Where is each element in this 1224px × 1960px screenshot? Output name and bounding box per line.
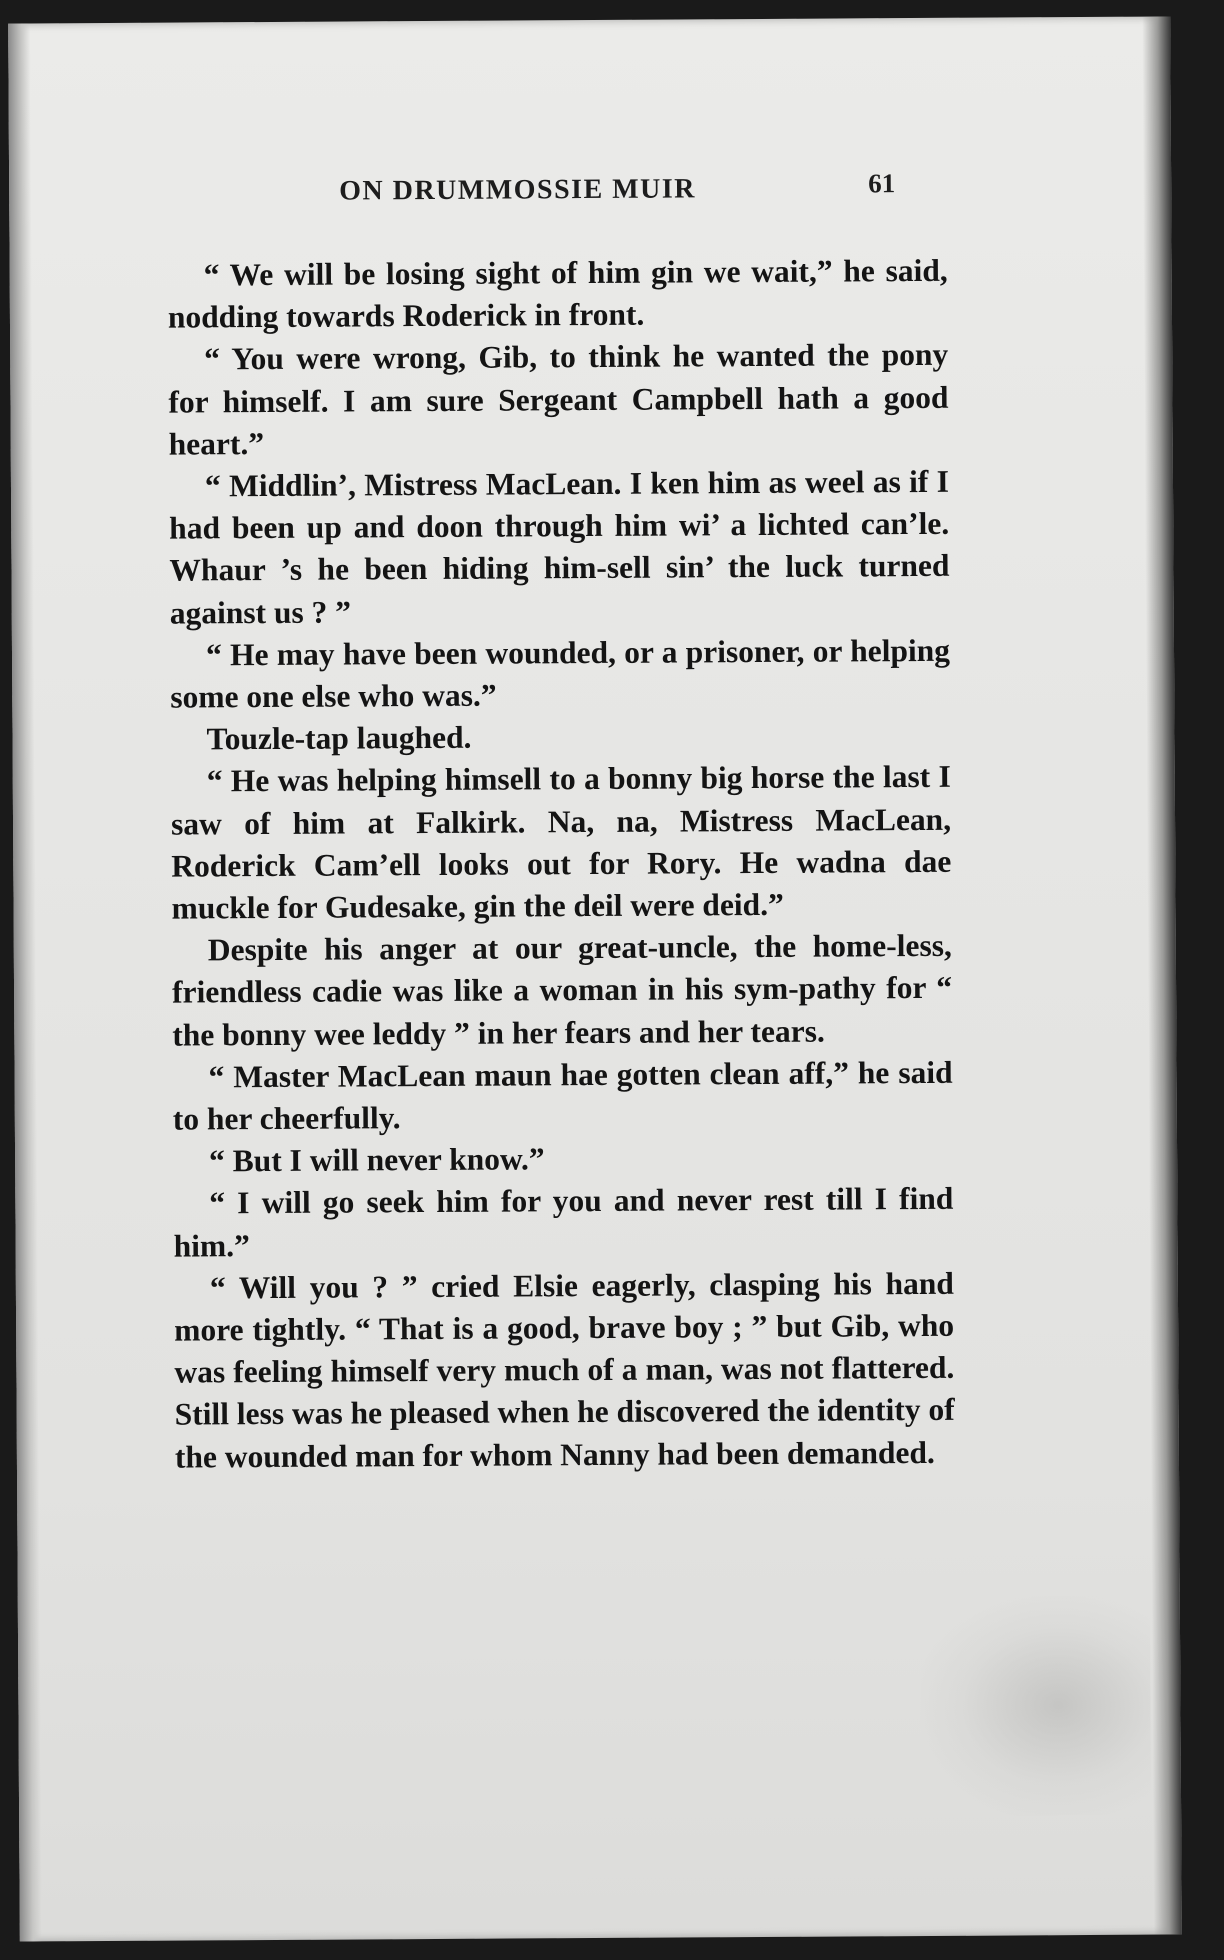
paragraph: “ You were wrong, Gib, to think he wanted the pony for himself. I am sure Sergeant Campbell hath a good heart.”	[168, 337, 949, 462]
running-head	[159, 168, 919, 213]
paragraph: “ I will go seek him for you and never rest till I find him.”	[173, 1181, 954, 1264]
paragraph: “ He was helping himsell to a bonny big horse the last I saw of him at Falkirk. Na, na, Mistress MacLean, Roderick Cam’ell looks out for Rory. He wadna dae muckle for Gudesake, gin the deil were deid.”	[170, 759, 952, 926]
paragraph: “ But I will never know.”	[208, 1141, 545, 1179]
page-number: 61	[868, 168, 896, 199]
paragraph: Despite his anger at our great-uncle, the home-less, friendless cadie was like a woman in his sym-pathy for “ the bonny wee leddy ” in her fears and her tears.	[171, 928, 953, 1053]
running-head-title: ON DRUMMOSSIE MUIR	[339, 173, 697, 207]
paragraph: “ Middlin’, Mistress MacLean. I ken him as weel as if I had been up and doon through him wi’ a lichted can’le. Whaur ’s he been hiding him-sell sin’ the luck turned against us ? ”	[169, 463, 950, 631]
paragraph: “ Master MacLean maun hae gotten clean aff,” he said to her cheerfully.	[172, 1054, 953, 1137]
paper-stain	[920, 1595, 1151, 1816]
body-text	[168, 250, 955, 1479]
paragraph: “ Will you ? ” cried Elsie eagerly, clasping his hand more tightly. “ That is a good, brave boy ; ” but Gib, who was feeling himself very much of a man, was not flattered. Still less was he pleased when he discovered the identity of the wounded man for whom Nanny had been demanded.	[174, 1265, 955, 1475]
page-gutter-shadow	[8, 23, 42, 1941]
paragraph: “ We will be losing sight of him gin we wait,” he said, nodding towards Roderick in front.	[167, 252, 948, 335]
book-page	[8, 16, 1182, 1941]
paragraph: Touzle-tap laughed.	[206, 719, 472, 757]
paragraph: “ He may have been wounded, or a prisoner, or helping some one else who was.”	[170, 632, 951, 715]
